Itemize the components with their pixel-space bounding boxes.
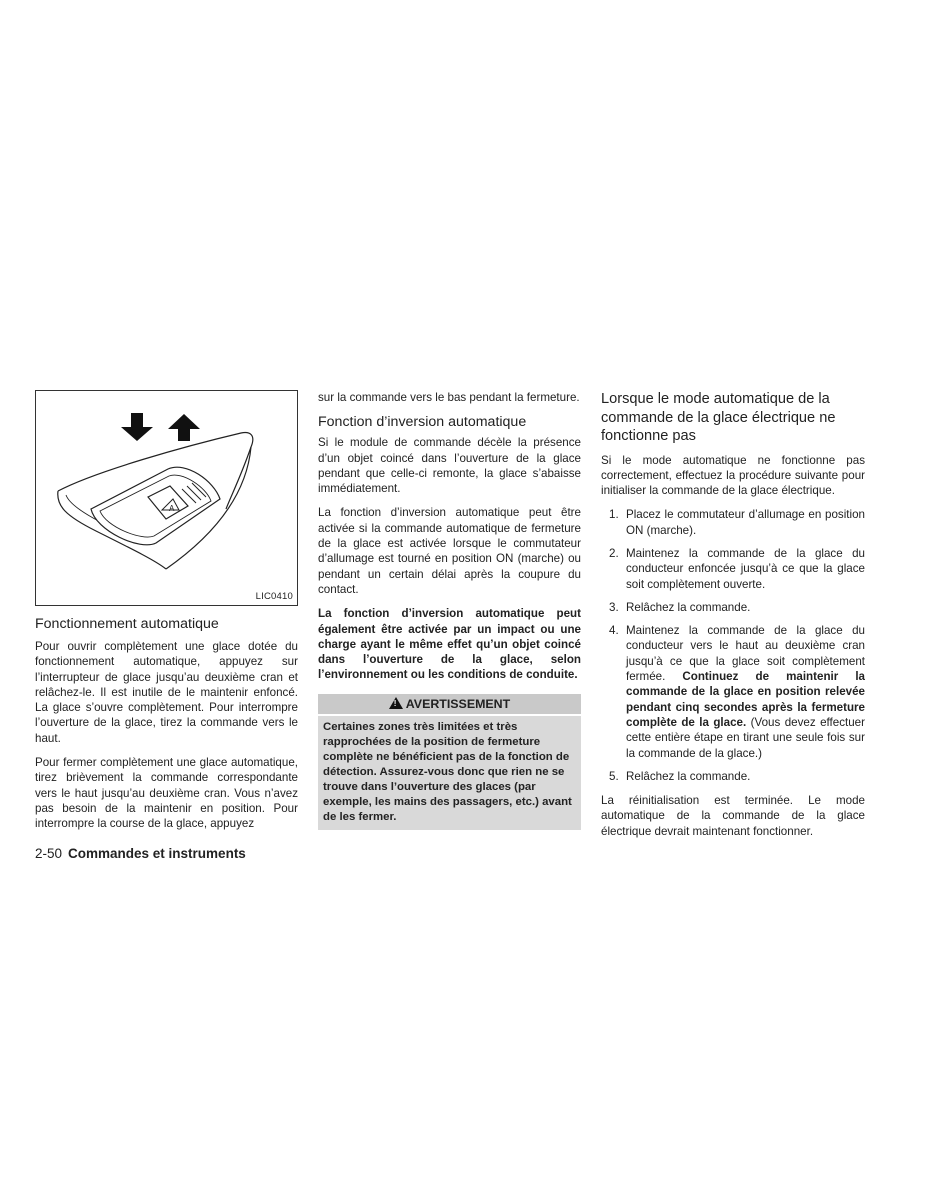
step-item: 4. Maintenez la commande de la glace du conducteur vers le haut au deuxième cran jusqu’à ce que la glace soit complètement fermée. Continuez de maintenir la commande de la glace en position relevée pendant cinq secondes après la fermeture complète de la glace. (Vous devez effectuer cette entière étape en tirant une seule fois sur la commande de la glace.) (609, 624, 865, 760)
paragraph-activation: La fonction d’inversion automatique peut être activée si la commande automatique de fermeture de la glace est activée lorsque le commutateur d’allumage est tourné en position ON (marche) ou pendant un certain délai après la coupure du contact. (318, 506, 581, 596)
power-window-switch-illustration (36, 391, 299, 607)
paragraph-continuation: sur la commande vers le bas pendant la fermeture. (318, 391, 580, 404)
paragraph-fermer: Pour fermer complètement une glace automatique, tirez brièvement la commande correspondante vers le haut jusqu’au deuxième cran. Vous n’avez pas besoin de la maintenir en position. Pour interrompre la course de la glace, appuyez (35, 756, 298, 831)
warning-triangle-icon: ! (389, 697, 403, 709)
arrow-up-icon (168, 414, 200, 441)
step-item: 3. Relâchez la commande. (609, 600, 751, 614)
step-item: 5. Relâchez la commande. (609, 769, 751, 783)
section-title: Commandes et instruments (68, 846, 246, 861)
paragraph-module: Si le module de commande décèle la présence d’un objet coincé dans l’ouverture de la glace pendant que celle-ci remonte, la glace s’abaisse immédiatement. (318, 436, 581, 496)
step-item: 2. Maintenez la commande de la glace du conducteur enfoncée jusqu’à ce que la glace soit complètement ouverte. (609, 546, 865, 591)
step-item: 1. Placez le commutateur d’allumage en position ON (marche). (609, 508, 865, 537)
figure (35, 390, 298, 606)
paragraph-ouvrir: Pour ouvrir complètement une glace dotée du fonctionnement automatique, appuyez sur l’interrupteur de glace jusqu’au deuxième cran et relâchez-le. Il est inutile de le maintenir enfoncé. La glace s’ouvre complètement. Pour interrompre l’ouverture de la glace, tirez la commande vers le haut. (35, 640, 298, 745)
heading-inversion-automatique: Fonction d’inversion automatique (318, 414, 527, 431)
svg-text:A: A (169, 504, 175, 513)
warning-header (318, 694, 581, 716)
heading-fonctionnement-automatique: Fonctionnement automatique (35, 616, 219, 632)
warning-title: AVERTISSEMENT (405, 696, 511, 711)
page-footer (35, 846, 246, 861)
column-3 (601, 390, 865, 839)
warning-body: Certaines zones très limitées et très rapprochées de la position de fermeture complète ne bénéficient pas de la fonction de détection. Assurez-vous donc que rien ne se trouve dans l’ouverture des glaces (par exemple, les mains des passagers, etc.) avant de les fermer. (318, 716, 581, 830)
column-1 (35, 390, 298, 832)
heading-mode-automatique: Lorsque le mode automatique de la commande de la glace électrique ne fonctionne pas (601, 391, 836, 444)
paragraph-intro: Si le mode automatique ne fonctionne pas correctement, effectuez la procédure suivante pour initialiser la commande de la glace électrique. (601, 453, 865, 498)
column-2 (318, 390, 581, 830)
warning-box (318, 694, 581, 830)
paragraph-outro: La réinitialisation est terminée. Le mode automatique de la commande de la glace électrique devrait maintenant fonctionner. (601, 794, 865, 838)
arrow-down-icon (121, 413, 153, 441)
figure-code: LIC0410 (255, 591, 293, 602)
page-number: 2-50 (35, 846, 63, 861)
paragraph-impact: La fonction d’inversion automatique peut également être activée par un impact ou une charge ayant le même effet qu’un objet coincé dans l’ouverture de la glace, selon l’environnement ou les conditions de conduite. (318, 607, 581, 682)
steps-list (601, 507, 865, 784)
